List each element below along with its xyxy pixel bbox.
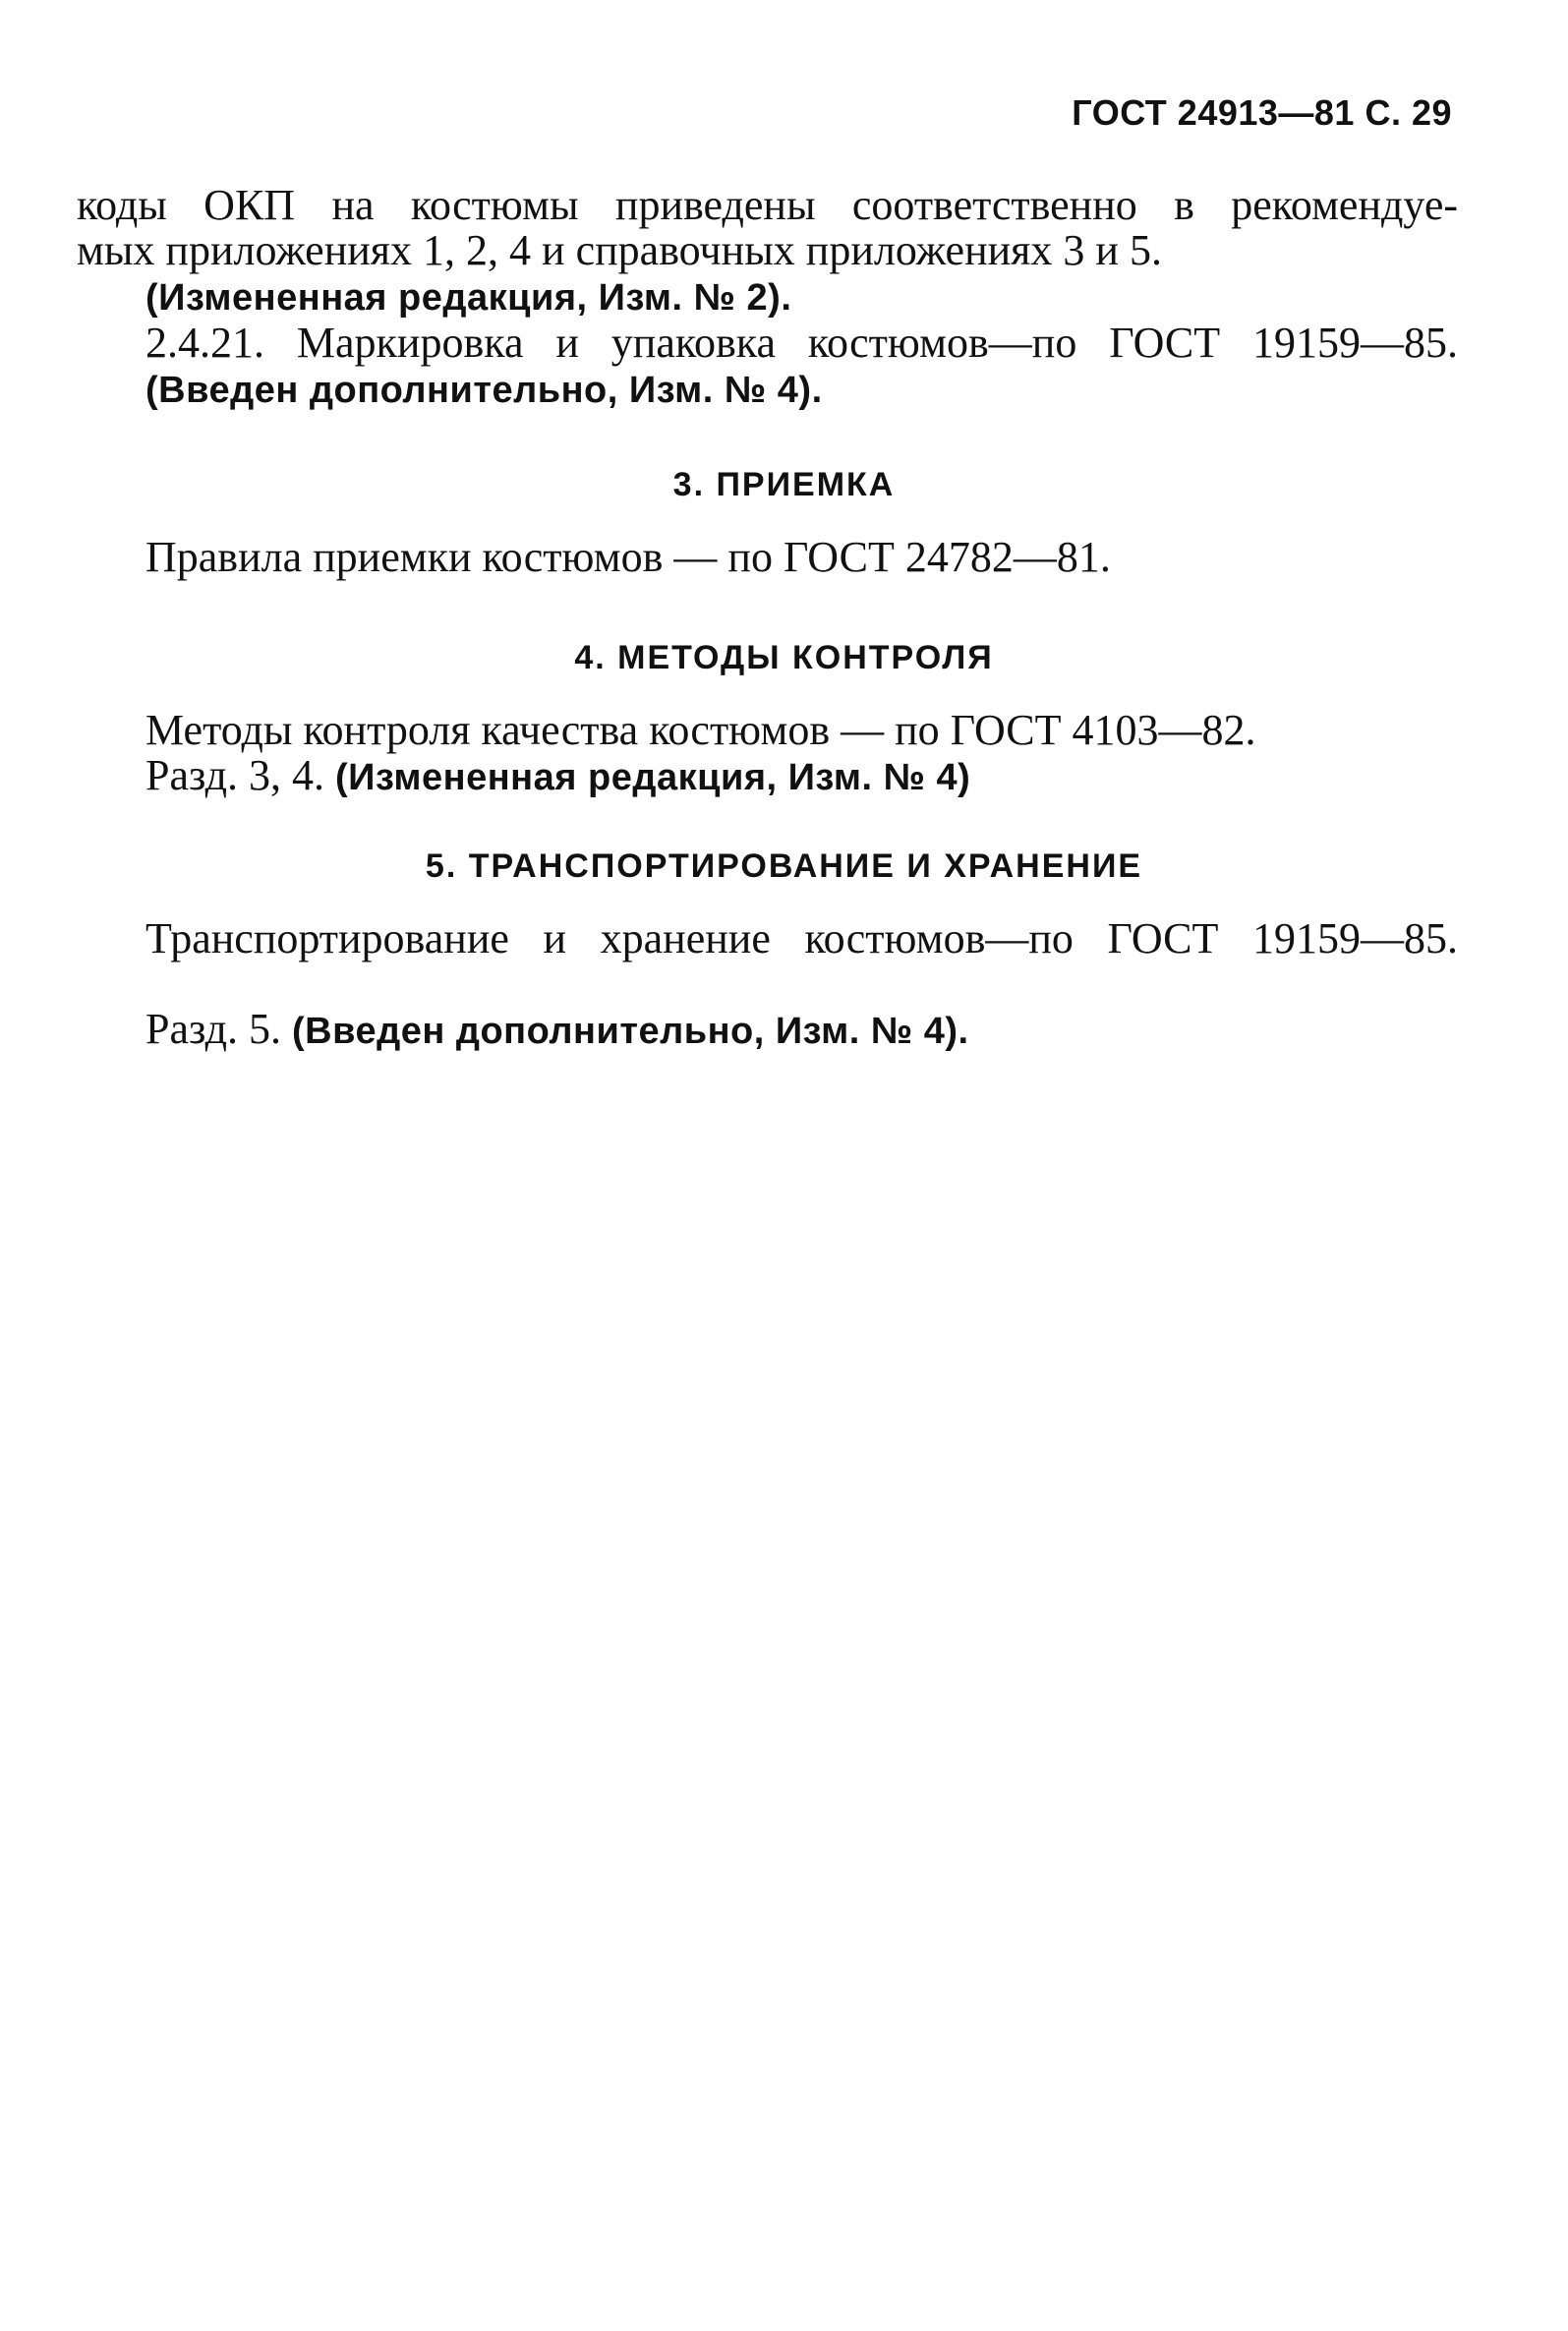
clause-2-4-21 bbox=[145, 321, 1458, 366]
note-amendment: (Введен дополнительно, Изм. № 4). bbox=[291, 1011, 969, 1052]
note-reference: Разд. 3, 4. bbox=[145, 751, 324, 799]
running-header: ГОСТ 24913—81 С. 29 bbox=[1072, 92, 1452, 133]
section-note bbox=[145, 1007, 1458, 1054]
note-amendment: (Измененная редакция, Изм. № 4) bbox=[334, 757, 971, 798]
section-text: Правила приемки костюмов — по ГОСТ 24782—81. bbox=[145, 533, 1111, 581]
section-text bbox=[145, 708, 1458, 753]
paragraph-line: мых приложениях 1, 2, 4 и справочных приложениях 3 и 5. bbox=[77, 226, 1162, 274]
section-heading: 5. ТРАНСПОРТИРОВАНИЕ И ХРАНЕНИЕ bbox=[425, 847, 1143, 885]
amendment-note: (Введен дополнительно, Изм. № 4). bbox=[145, 370, 823, 411]
clause-text: 2.4.21. Маркировка и упаковка костюмов—по ГОСТ 19159—85. bbox=[145, 319, 1458, 367]
amendment-note: (Измененная редакция, Изм. № 2). bbox=[145, 277, 792, 319]
section-text bbox=[145, 916, 1458, 962]
section-note bbox=[145, 753, 1458, 800]
section-heading: 3. ПРИЕМКА bbox=[672, 466, 896, 503]
continuation-paragraph-line2 bbox=[77, 228, 1458, 273]
continuation-paragraph bbox=[77, 183, 1458, 228]
section-heading: 4. МЕТОДЫ КОНТРОЛЯ bbox=[574, 639, 994, 676]
section-text-line: Методы контроля качества костюмов — по ГОСТ 4103—82. bbox=[145, 706, 1256, 754]
section-text-line: Транспортирование и хранение костюмов—по ГОСТ 19159—85. bbox=[145, 914, 1458, 962]
paragraph-line: коды ОКП на костюмы приведены соответственно в рекомендуе- bbox=[77, 181, 1458, 229]
note-reference: Разд. 5. bbox=[145, 1005, 281, 1053]
